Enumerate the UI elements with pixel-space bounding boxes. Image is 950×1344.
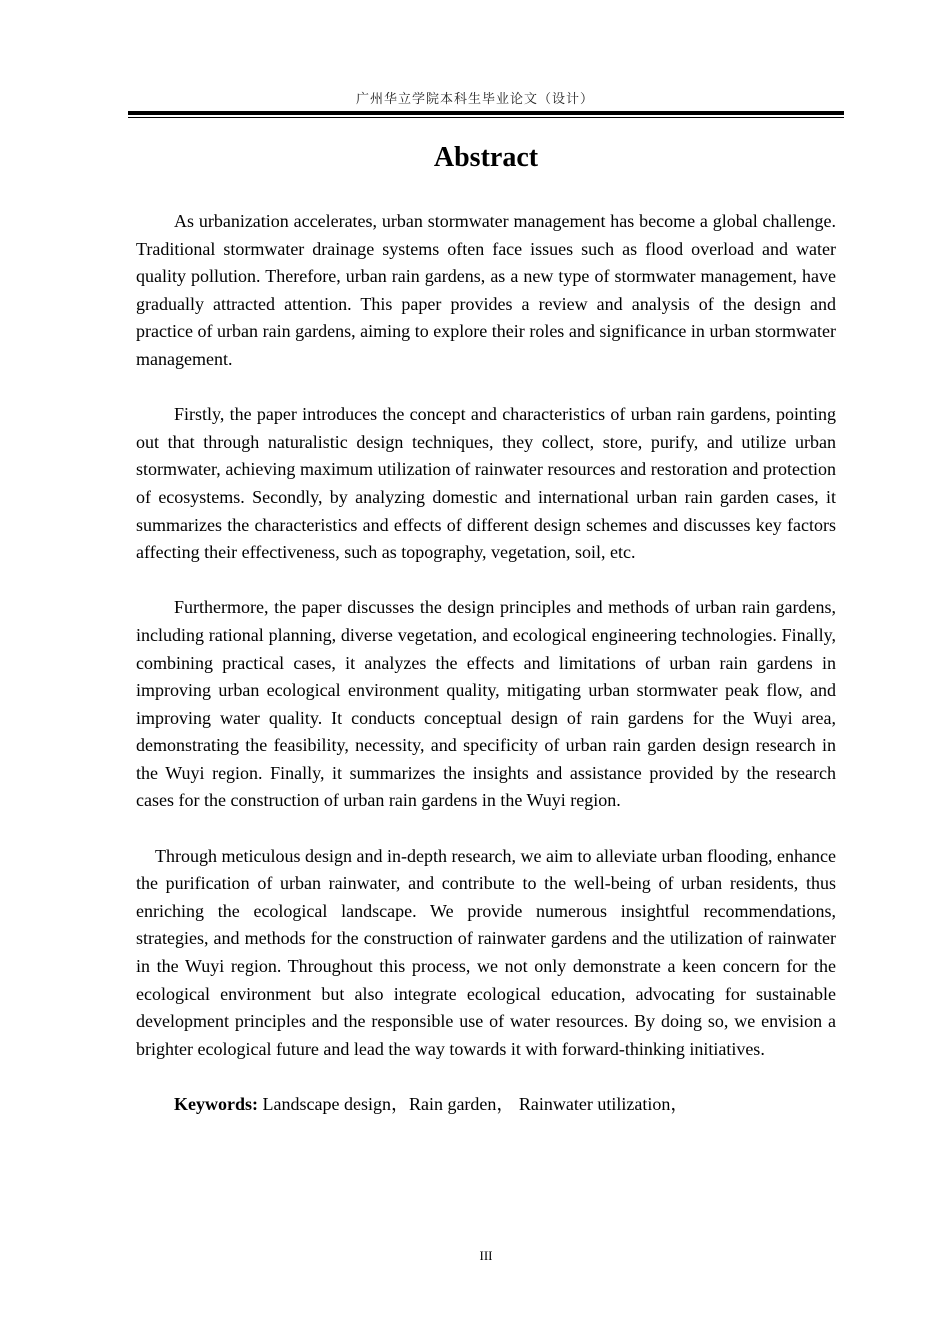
header-rule-thin xyxy=(128,117,844,118)
running-header: 广州华立学院本科生毕业论文（设计） xyxy=(355,92,594,107)
abstract-paragraph-1: As urbanization accelerates, urban stormwater management has become a global challenge. Traditional stormwater drainage systems often face issues such as flood overload and water quality pollution. Therefore, urban rain gardens, as a new type of stormwater management, have gradually attracted attention. This paper provides a review and analysis of the design and practice of urban rain gardens, aiming to explore their roles and significance in urban stormwater management. xyxy=(136,211,836,369)
abstract-paragraph-3: Furthermore, the paper discusses the design principles and methods of urban rain gardens, including rational planning, diverse vegetation, and ecological engineering technologies. Finally, combining practical cases, it analyzes the effects and limitations of urban rain gardens in improving urban ecological environment quality, mitigating urban stormwater peak flow, and improving water quality. It conducts conceptual design of rain gardens for the Wuyi area, demonstrating the feasibility, necessity, and specificity of urban rain garden design research in the Wuyi region. Finally, it summarizes the insights and assistance provided by the research cases for the construction of urban rain gardens in the Wuyi region. xyxy=(136,597,836,811)
abstract-paragraph-2: Firstly, the paper introduces the concept and characteristics of urban rain gardens, pointing out that through naturalistic design techniques, they collect, store, purify, and utilize urban stormwater, achieving maximum utilization of rainwater resources and restoration and protection of ecosystems. Secondly, by analyzing domestic and international urban rain garden cases, it summarizes the characteristics and effects of different design schemes and discusses key factors affecting their effectiveness, such as topography, vegetation, soil, etc. xyxy=(136,404,836,563)
header-rule-thick xyxy=(128,111,844,115)
abstract-paragraph-4: Through meticulous design and in-depth research, we aim to alleviate urban flooding, enhance the purification of urban rainwater, and contribute to the well-being of urban residents, thus enriching the ecological landscape. We provide numerous insightful recommendations, strategies, and methods for the construction of rainwater gardens and the utilization of rainwater in the Wuyi region. Throughout this process, we not only demonstrate a keen concern for the ecological environment but also integrate ecological education, advocating for sustainable development principles and the responsible use of water resources. By doing so, we envision a brighter ecological future and lead the way towards it with forward-thinking initiatives. xyxy=(136,845,836,1059)
page-title: Abstract xyxy=(433,142,539,173)
abstract-body xyxy=(136,208,836,1146)
page-number: III xyxy=(479,1248,493,1263)
keywords-line xyxy=(136,1091,836,1119)
keywords-label: Keywords: xyxy=(174,1094,258,1114)
keywords-text: Landscape design，Rain garden， Rainwater utilization， xyxy=(258,1094,689,1114)
